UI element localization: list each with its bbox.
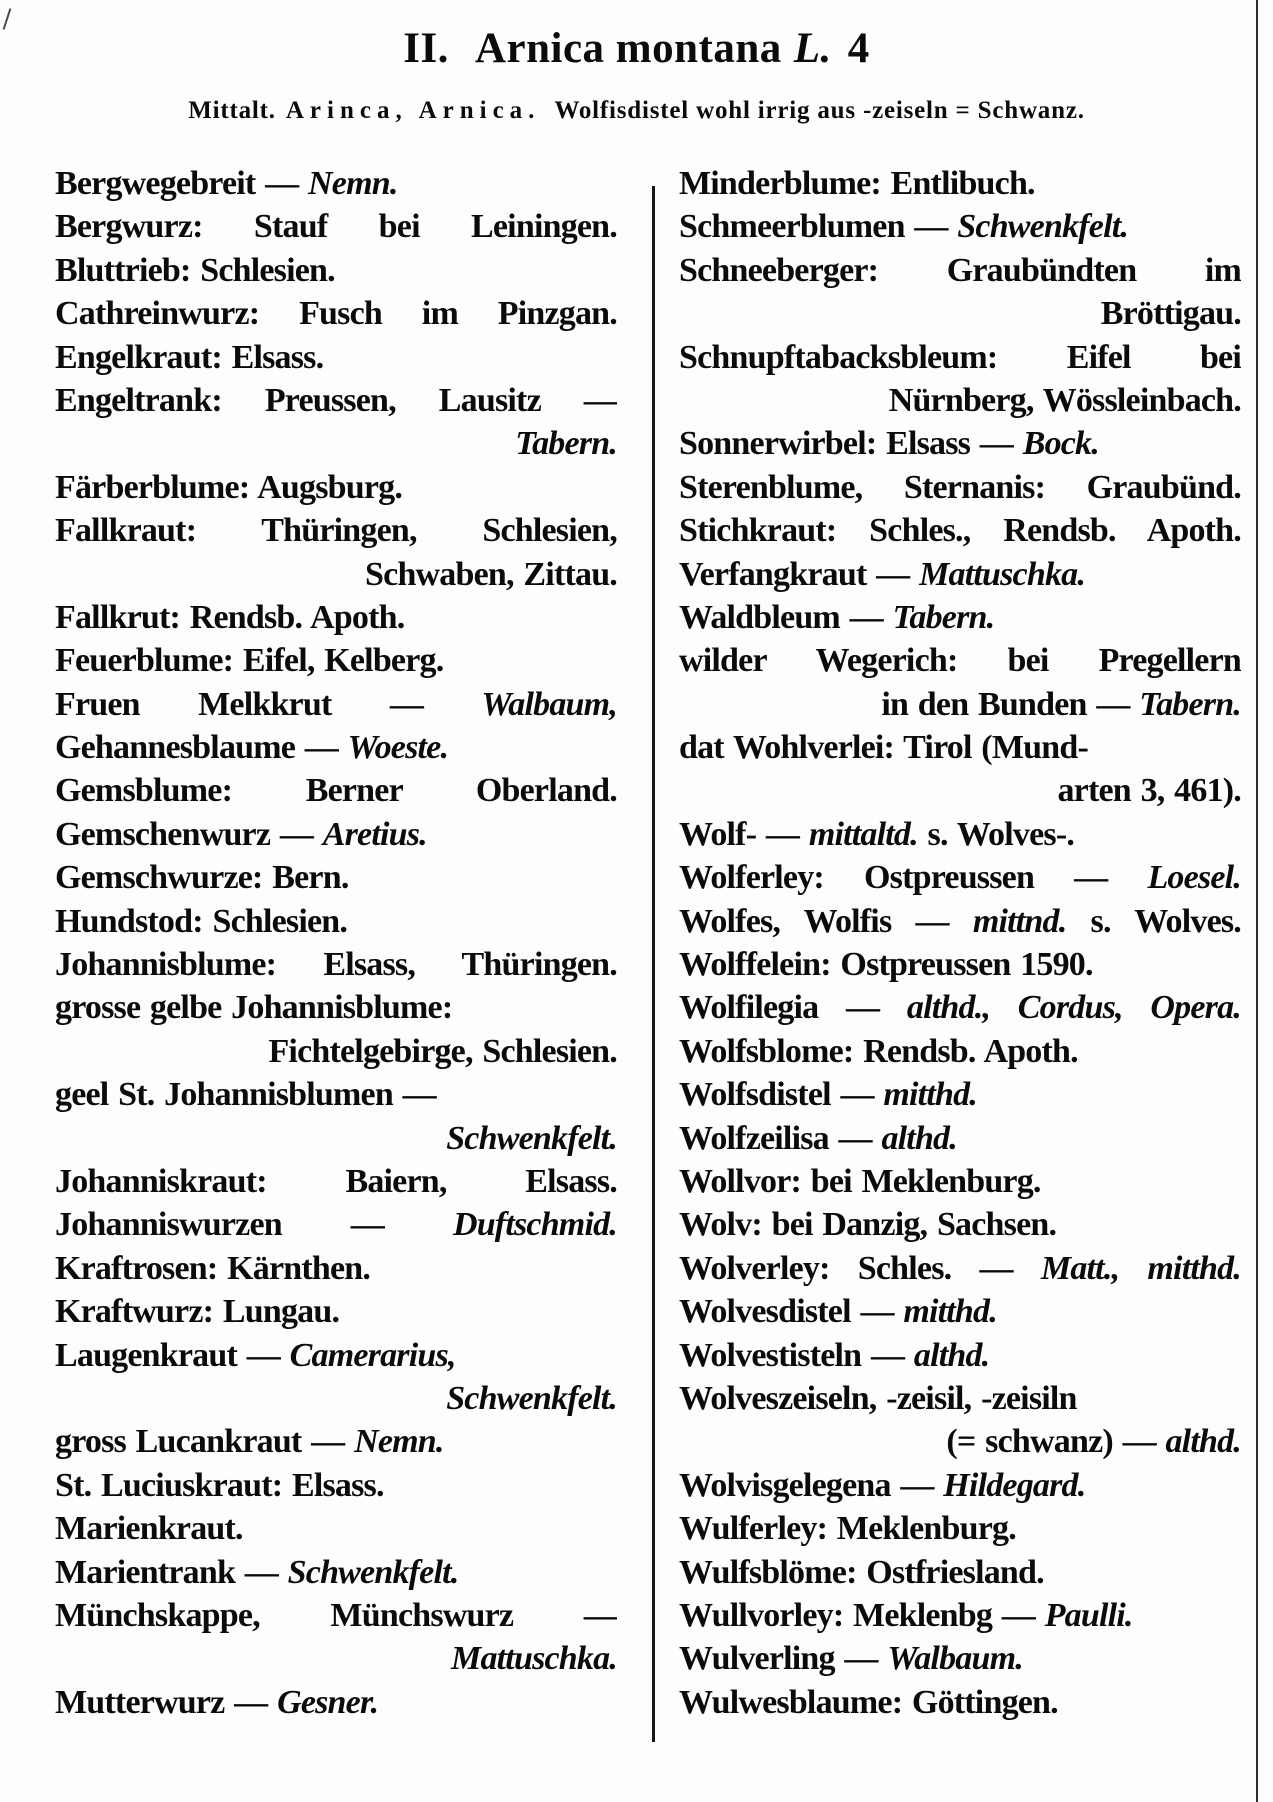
entry-text: Münchskappe, Münchswurz — xyxy=(55,1596,617,1634)
entry-line xyxy=(679,509,1241,552)
entry-line xyxy=(55,162,617,205)
entry-line xyxy=(55,943,617,986)
column-left xyxy=(55,162,617,1724)
source-reference: Camerarius, xyxy=(289,1336,456,1374)
entry-line xyxy=(679,1290,1241,1333)
entry-line xyxy=(55,1594,617,1637)
dictionary-entry xyxy=(679,1377,1241,1464)
source-reference: Walbaum. xyxy=(887,1640,1023,1678)
dictionary-entry xyxy=(679,1637,1241,1680)
section-numeral: II. xyxy=(403,25,449,72)
entry-text: Johanniswurzen — xyxy=(55,1206,453,1244)
entry-line xyxy=(679,422,1241,465)
perennial-symbol: 4 xyxy=(847,25,870,72)
dictionary-entry xyxy=(55,726,617,769)
dictionary-entry xyxy=(55,1334,617,1421)
entry-line xyxy=(679,683,1241,726)
dictionary-entry xyxy=(679,422,1241,465)
entry-line xyxy=(55,292,617,335)
entry-line xyxy=(55,1203,617,1246)
entry-text: Wolfsblome: Rendsb. Apoth. xyxy=(679,1032,1078,1070)
entry-text: Sterenblume, Sternanis: Graubünd. xyxy=(679,468,1241,506)
dictionary-entry xyxy=(679,1594,1241,1637)
entry-text: Färberblume: Augsburg. xyxy=(55,468,403,506)
entry-text: Schnupftabacksbleum: Eifel bei xyxy=(679,338,1241,376)
entry-text: Minderblume: Entlibuch. xyxy=(679,165,1035,202)
entry-text: Bergwurz: Stauf bei Leiningen. xyxy=(55,208,617,246)
source-reference: Tabern. xyxy=(1139,685,1241,723)
dictionary-entry xyxy=(55,986,617,1073)
dictionary-entry xyxy=(679,1507,1241,1550)
entry-line xyxy=(55,1551,617,1594)
dictionary-entry xyxy=(679,1117,1241,1160)
dictionary-entry xyxy=(679,466,1241,509)
entry-text: Waldbleum — xyxy=(679,598,893,636)
entry-line xyxy=(55,466,617,509)
entry-line xyxy=(679,900,1241,943)
entry-line xyxy=(679,1637,1241,1680)
entry-line xyxy=(679,1203,1241,1246)
dictionary-entry xyxy=(55,943,617,986)
entry-text: arten 3, 461). xyxy=(1057,772,1241,810)
entry-text: Feuerblume: Eifel, Kelberg. xyxy=(55,642,444,680)
entry-line xyxy=(679,1551,1241,1594)
entry-line xyxy=(679,943,1241,986)
entry-line xyxy=(679,813,1241,856)
entry-text: Marienkraut. xyxy=(55,1510,243,1548)
source-reference: Bock. xyxy=(1022,425,1099,463)
entry-line xyxy=(55,379,617,422)
entry-line xyxy=(55,336,617,379)
entry-text: Gemsblume: Berner Oberland. xyxy=(55,772,617,810)
source-reference: Walbaum, xyxy=(481,685,617,723)
entry-line xyxy=(679,639,1241,682)
entry-line xyxy=(55,1073,617,1116)
dictionary-entry xyxy=(679,639,1241,726)
entry-line xyxy=(679,769,1241,812)
source-reference: mittaltd. xyxy=(808,815,918,853)
entry-line xyxy=(679,1030,1241,1073)
dictionary-entry xyxy=(55,900,617,943)
entry-text: Wolvestisteln — xyxy=(679,1336,914,1374)
source-reference: althd. xyxy=(1165,1423,1241,1461)
dictionary-entry xyxy=(55,683,617,726)
source-reference: Gesner. xyxy=(277,1683,379,1721)
entry-text: grosse gelbe Johannisblume: xyxy=(55,989,453,1027)
dictionary-entry xyxy=(679,1681,1241,1724)
entry-line xyxy=(55,639,617,682)
dictionary-entry xyxy=(679,596,1241,639)
entry-text: Engelkraut: Elsass. xyxy=(55,338,324,376)
entry-text: Wolvisgelegena — xyxy=(679,1466,944,1504)
entry-text: Wolferley: Ostpreussen — xyxy=(679,859,1148,897)
entry-text: Gehannesblaume — xyxy=(55,729,348,767)
entry-text: Bröttigau. xyxy=(1100,295,1241,333)
dictionary-entry xyxy=(679,205,1241,248)
entry-line xyxy=(55,1247,617,1290)
subtitle-lead: Mittalt. xyxy=(188,97,276,124)
dictionary-entry xyxy=(55,769,617,812)
page-edge-line xyxy=(1256,0,1258,1802)
entry-text: s. Wolves-. xyxy=(917,815,1075,853)
entry-text: Stichkraut: Schles., Rendsb. Apoth. xyxy=(679,512,1241,550)
dictionary-entry xyxy=(679,1030,1241,1073)
dictionary-entry xyxy=(55,1203,617,1246)
entry-text: Wollvor: bei Meklenburg. xyxy=(679,1162,1041,1200)
source-reference: mitthd. xyxy=(883,1076,977,1114)
entry-line xyxy=(55,856,617,899)
entry-line xyxy=(55,1507,617,1550)
entry-text: Engeltrank: Preussen, Lausitz — xyxy=(55,381,617,419)
entry-text: Marientrank — xyxy=(55,1553,288,1591)
entry-line xyxy=(679,379,1241,422)
entry-text: Schneeberger: Graubündten im xyxy=(679,251,1241,289)
species-name: Arnica montana xyxy=(474,25,782,72)
entry-line xyxy=(679,1464,1241,1507)
entry-text: Wolffelein: Ostpreussen 1590. xyxy=(679,946,1093,984)
entry-text: Nürnberg, Wössleinbach. xyxy=(888,381,1241,419)
column-right xyxy=(679,162,1241,1724)
source-reference: Duftschmid. xyxy=(452,1206,617,1244)
dictionary-entry xyxy=(679,1160,1241,1203)
dictionary-entry xyxy=(55,1290,617,1333)
entry-text: Fichtelgebirge, Schlesien. xyxy=(268,1032,617,1070)
source-reference: Mattuschka. xyxy=(451,1640,617,1678)
dictionary-entry xyxy=(679,1290,1241,1333)
entry-line xyxy=(55,683,617,726)
entry-line xyxy=(55,1464,617,1507)
source-reference: Woeste. xyxy=(347,729,449,767)
source-reference: althd. xyxy=(913,1336,990,1374)
entry-text: Hundstod: Schlesien. xyxy=(55,902,348,940)
entry-line xyxy=(679,1420,1241,1463)
entry-text: Laugenkraut — xyxy=(55,1336,290,1374)
entry-line xyxy=(55,1637,617,1680)
dictionary-entry xyxy=(55,1594,617,1681)
entry-line xyxy=(679,1377,1241,1420)
entry-text: dat Wohlverlei: Tirol (Mund- xyxy=(679,729,1088,767)
entry-text: St. Luciuskraut: Elsass. xyxy=(55,1466,384,1504)
dictionary-entry xyxy=(679,813,1241,856)
entry-line xyxy=(679,596,1241,639)
entry-line xyxy=(55,596,617,639)
dictionary-entry xyxy=(55,1247,617,1290)
dictionary-entry xyxy=(679,1334,1241,1377)
entry-text: Wolvesdistel — xyxy=(679,1293,904,1331)
dictionary-entry xyxy=(679,509,1241,552)
entry-line xyxy=(55,249,617,292)
entry-line xyxy=(55,1117,617,1160)
entry-line xyxy=(679,726,1241,769)
entry-line xyxy=(679,1334,1241,1377)
entry-text: Schmeerblumen — xyxy=(679,208,958,246)
dictionary-entry xyxy=(55,1073,617,1160)
entry-line xyxy=(679,249,1241,292)
entry-text: Verfangkraut — xyxy=(679,555,920,593)
entry-line xyxy=(55,900,617,943)
entry-line xyxy=(679,466,1241,509)
page-subtitle xyxy=(0,97,1273,125)
entry-text: Wulwesblaume: Göttingen. xyxy=(679,1683,1058,1721)
entry-text: Johannisblume: Elsass, Thüringen. xyxy=(55,946,617,984)
entry-text: Gemschenwurz — xyxy=(55,815,323,853)
source-reference: Schwenkfelt. xyxy=(446,1379,617,1417)
dictionary-entry xyxy=(679,900,1241,943)
entry-line xyxy=(679,856,1241,899)
dictionary-entry xyxy=(679,1551,1241,1594)
dictionary-entry xyxy=(679,1247,1241,1290)
entry-line xyxy=(679,1681,1241,1724)
entry-line xyxy=(55,1030,617,1073)
entry-line xyxy=(679,1594,1241,1637)
source-reference: mittnd. xyxy=(972,902,1067,940)
entry-text: Wolveszeiseln, -zeisil, -zeisiln xyxy=(679,1379,1077,1417)
source-reference: Hildegard. xyxy=(943,1466,1086,1504)
entry-line xyxy=(679,336,1241,379)
dictionary-entry xyxy=(55,1160,617,1203)
dictionary-entry xyxy=(679,726,1241,813)
source-reference: Tabern. xyxy=(892,598,995,636)
entry-text: Wolverley: Schles. — xyxy=(679,1249,1041,1287)
entry-text: Bergwegebreit — xyxy=(55,165,309,202)
dictionary-entry xyxy=(55,205,617,248)
dictionary-entry xyxy=(679,336,1241,423)
dictionary-entry xyxy=(679,986,1241,1029)
dictionary-entry xyxy=(55,596,617,639)
dictionary-entry xyxy=(55,379,617,466)
entry-line xyxy=(679,1073,1241,1116)
dictionary-entry xyxy=(55,466,617,509)
entry-line xyxy=(55,1290,617,1333)
entry-text: Wolfilegia — xyxy=(679,989,907,1027)
entry-text: Wolf- — xyxy=(679,815,809,853)
entry-text: Schwaben, Zittau. xyxy=(365,555,617,593)
source-reference: althd. xyxy=(881,1119,957,1157)
entry-text: Kraftwurz: Lungau. xyxy=(55,1293,340,1331)
entry-line xyxy=(679,1507,1241,1550)
source-reference: Schwenkfelt. xyxy=(957,208,1129,246)
entry-line xyxy=(55,422,617,465)
dictionary-entry xyxy=(55,639,617,682)
entry-line xyxy=(55,1377,617,1420)
dictionary-entry xyxy=(55,292,617,335)
dictionary-entry xyxy=(679,1464,1241,1507)
entry-line xyxy=(679,1117,1241,1160)
entry-text: Cathreinwurz: Fusch im Pinzgan. xyxy=(55,295,617,333)
entry-line xyxy=(55,205,617,248)
entry-text: Wolfsdistel — xyxy=(679,1076,884,1114)
entry-text: Wulferley: Meklenburg. xyxy=(679,1510,1016,1548)
source-reference: Paulli. xyxy=(1044,1596,1133,1634)
source-reference: Mattuschka. xyxy=(919,555,1086,593)
entry-text: Wolfes, Wolfis — xyxy=(679,902,973,940)
entry-text: s. Wolves. xyxy=(1066,902,1241,940)
page-title xyxy=(0,24,1273,73)
entry-text: Sonnerwirbel: Elsass — xyxy=(679,425,1023,463)
dictionary-entry xyxy=(55,162,617,205)
column-divider-rule xyxy=(652,186,655,1742)
entry-line xyxy=(55,1681,617,1724)
author-abbreviation: L. xyxy=(793,25,832,72)
entry-line xyxy=(55,769,617,812)
entry-line xyxy=(55,1420,617,1463)
entry-text: Fallkrut: Rendsb. Apoth. xyxy=(55,598,405,636)
entry-text: Johanniskraut: Baiern, Elsass. xyxy=(55,1162,617,1200)
dictionary-entry xyxy=(55,509,617,596)
dictionary-entry xyxy=(679,162,1241,205)
entry-line xyxy=(679,205,1241,248)
dictionary-entry xyxy=(679,1203,1241,1246)
entry-text: Bluttrieb: Schlesien. xyxy=(55,251,335,289)
subtitle-synonyms: Arinca, Arnica. xyxy=(285,97,541,124)
entry-line xyxy=(679,162,1241,205)
entry-text: in den Bunden — xyxy=(881,685,1140,723)
source-reference: Schwenkfelt. xyxy=(287,1553,459,1591)
source-reference: Nemn. xyxy=(308,165,398,202)
entry-text: Wolfzeilisa — xyxy=(679,1119,882,1157)
dictionary-entry xyxy=(55,1420,617,1463)
entry-line xyxy=(55,553,617,596)
entry-text: Fruen Melkkrut — xyxy=(55,685,482,723)
entry-text: Gemschwurze: Bern. xyxy=(55,859,349,897)
dictionary-entry xyxy=(55,1464,617,1507)
entry-text: Wolv: bei Danzig, Sachsen. xyxy=(679,1206,1057,1244)
source-reference: Matt., mitthd. xyxy=(1040,1249,1241,1287)
entry-text: Wulverling — xyxy=(679,1640,888,1678)
source-reference: Tabern. xyxy=(515,425,617,463)
entry-text: Wullvorley: Meklenbg — xyxy=(679,1596,1045,1634)
dictionary-entry xyxy=(55,336,617,379)
source-reference: mitthd. xyxy=(903,1293,997,1331)
entry-line xyxy=(679,553,1241,596)
source-reference: althd., Cordus, Opera. xyxy=(906,989,1241,1027)
entry-text: gross Lucankraut — xyxy=(55,1423,355,1461)
entry-line xyxy=(55,986,617,1029)
entry-text: Wulfsblöme: Ostfriesland. xyxy=(679,1553,1044,1591)
dictionary-entry xyxy=(55,1507,617,1550)
entry-text: Kraftrosen: Kärnthen. xyxy=(55,1249,371,1287)
dictionary-entry xyxy=(55,249,617,292)
entry-line xyxy=(55,813,617,856)
entry-line xyxy=(679,1160,1241,1203)
dictionary-entry xyxy=(55,1551,617,1594)
dictionary-entry xyxy=(679,856,1241,899)
entry-text: wilder Wegerich: bei Pregellern xyxy=(679,642,1241,680)
source-reference: Schwenkfelt. xyxy=(446,1119,617,1157)
subtitle-note: Wolfisdistel wohl irrig aus -zeiseln = Schwanz. xyxy=(554,97,1085,124)
entry-text: geel St. Johannisblumen — xyxy=(55,1076,436,1114)
entry-line xyxy=(679,292,1241,335)
dictionary-entry xyxy=(679,553,1241,596)
entry-line xyxy=(55,1160,617,1203)
dictionary-entry xyxy=(55,813,617,856)
dictionary-entry xyxy=(679,249,1241,336)
dictionary-entry xyxy=(55,856,617,899)
entry-line xyxy=(55,509,617,552)
entry-line xyxy=(679,1247,1241,1290)
entry-line xyxy=(55,726,617,769)
entry-line xyxy=(55,1334,617,1377)
source-reference: Loesel. xyxy=(1147,859,1241,897)
dictionary-entry xyxy=(679,943,1241,986)
entry-text: Mutterwurz — xyxy=(55,1683,278,1721)
entry-text: (= schwanz) — xyxy=(946,1423,1166,1461)
dictionary-entry xyxy=(55,1681,617,1724)
entry-line xyxy=(679,986,1241,1029)
source-reference: Nemn. xyxy=(354,1423,444,1461)
dictionary-entry xyxy=(679,1073,1241,1116)
entry-text: Fallkraut: Thüringen, Schlesien, xyxy=(55,512,617,550)
source-reference: Aretius. xyxy=(322,815,427,853)
